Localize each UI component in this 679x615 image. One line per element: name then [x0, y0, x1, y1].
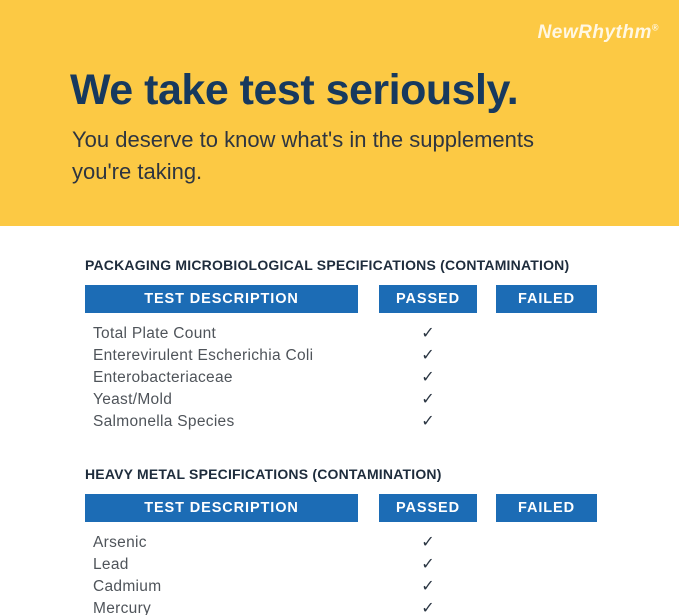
table-row [85, 532, 679, 554]
table-rows-heavy-metal [85, 532, 679, 615]
column-header-passed: PASSED [379, 494, 477, 522]
table-header-row [85, 285, 679, 313]
column-header-failed: FAILED [496, 285, 597, 313]
table-row [85, 389, 679, 411]
test-description: Lead [93, 556, 129, 573]
hero-title: We take test seriously. [70, 66, 519, 114]
table-row [85, 576, 679, 598]
table-row [85, 554, 679, 576]
passed-cell [379, 600, 477, 615]
checkmark-icon: ✓ [421, 532, 435, 551]
column-header-test-description: TEST DESCRIPTION [85, 494, 358, 522]
passed-cell [379, 347, 477, 365]
passed-cell [379, 391, 477, 409]
hero-subtitle [72, 124, 534, 188]
checkmark-icon: ✓ [421, 323, 435, 342]
test-description: Total Plate Count [93, 325, 217, 342]
section-title-microbiological: PACKAGING MICROBIOLOGICAL SPECIFICATIONS (CONTAMINATION) [85, 257, 570, 273]
checkmark-icon: ✓ [421, 389, 435, 408]
checkmark-icon: ✓ [421, 554, 435, 573]
test-description: Enterevirulent Escherichia Coli [93, 347, 314, 364]
column-header-passed: PASSED [379, 285, 477, 313]
passed-cell [379, 369, 477, 387]
checkmark-icon: ✓ [421, 367, 435, 386]
checkmark-icon: ✓ [421, 598, 435, 615]
checkmark-icon: ✓ [421, 345, 435, 364]
table-row [85, 323, 679, 345]
passed-cell [379, 578, 477, 596]
checkmark-icon: ✓ [421, 576, 435, 595]
section-title-heavy-metal: HEAVY METAL SPECIFICATIONS (CONTAMINATION) [85, 466, 442, 482]
brand-logo [538, 22, 659, 44]
test-description: Enterobacteriaceae [93, 369, 233, 386]
hero-subtitle-line-1: You deserve to know what's in the supplements [72, 127, 534, 152]
section-microbiological-specs [85, 257, 679, 433]
passed-cell [379, 556, 477, 574]
table-row [85, 367, 679, 389]
column-header-failed: FAILED [496, 494, 597, 522]
table-row [85, 598, 679, 615]
hero-banner [0, 0, 679, 226]
test-description: Arsenic [93, 534, 147, 551]
registered-trademark-symbol: ® [651, 22, 659, 33]
hero-subtitle-line-2: you're taking. [72, 159, 203, 184]
passed-cell [379, 534, 477, 552]
test-description: Salmonella Species [93, 413, 235, 430]
test-description: Yeast/Mold [93, 391, 173, 408]
column-header-test-description: TEST DESCRIPTION [85, 285, 358, 313]
table-row [85, 411, 679, 433]
checkmark-icon: ✓ [421, 411, 435, 430]
test-description: Cadmium [93, 578, 162, 595]
passed-cell [379, 413, 477, 431]
passed-cell [379, 325, 477, 343]
table-row [85, 345, 679, 367]
test-description: Mercury [93, 600, 152, 615]
section-heavy-metal-specs [85, 466, 679, 615]
table-rows-microbiological [85, 323, 679, 433]
brand-logo-text: NewRhythm [537, 22, 652, 43]
table-header-row [85, 494, 679, 522]
spec-tables-area [0, 226, 679, 615]
